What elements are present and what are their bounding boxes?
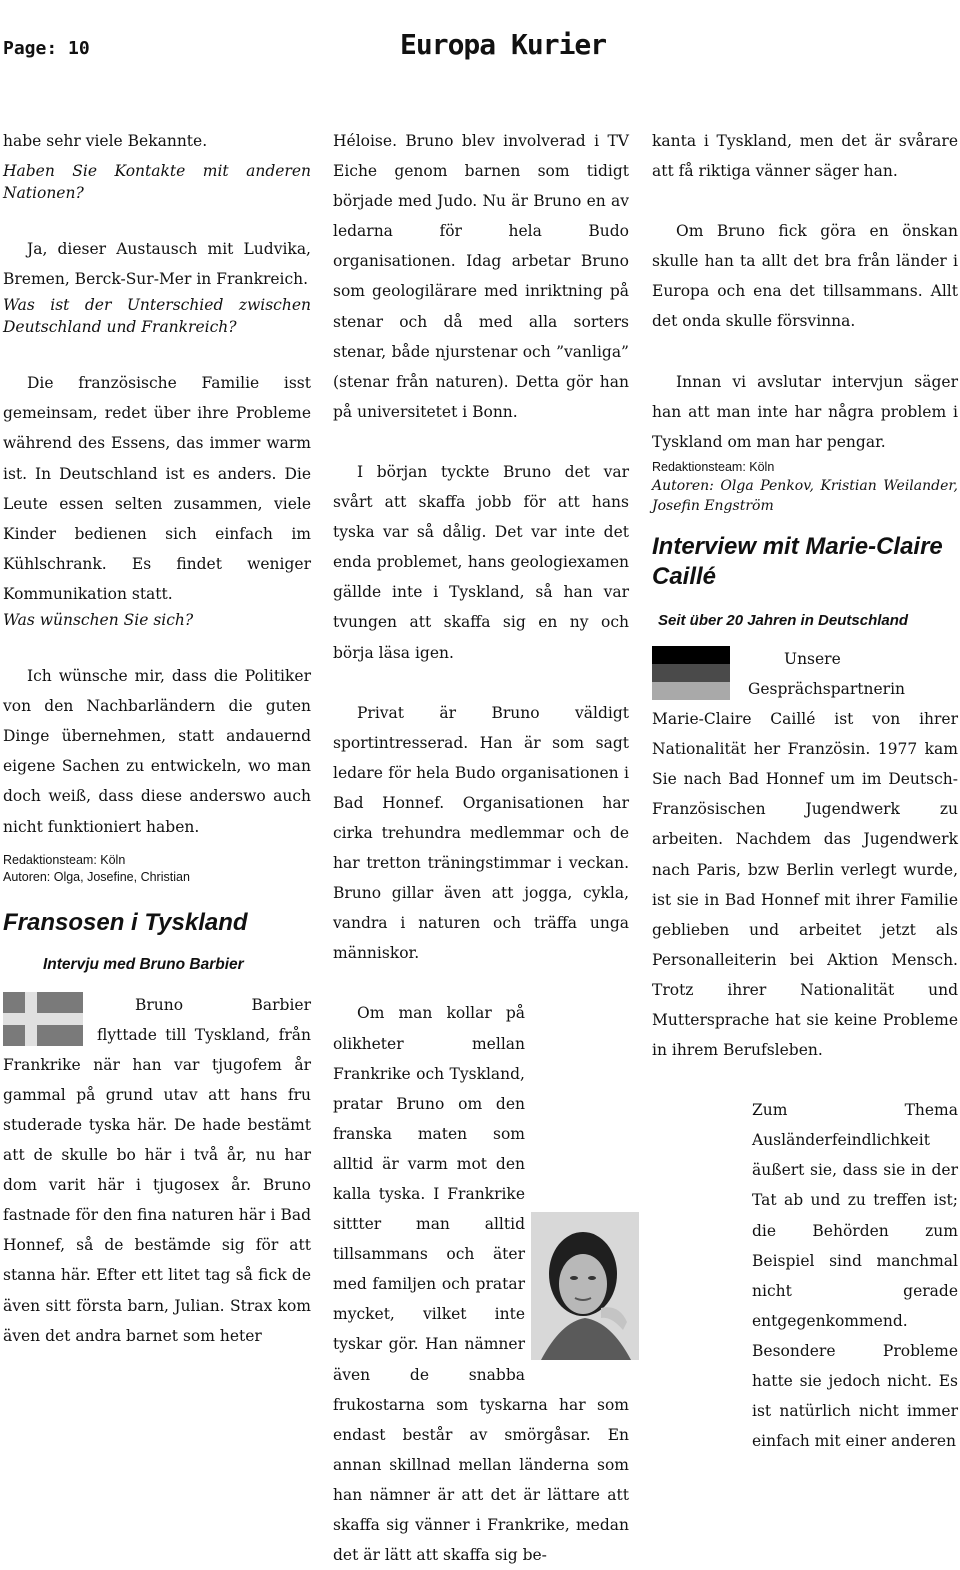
article-text: Bruno Barbier flyttade till Tyskland, från Frankrike när han var tjugofem år gammal på grund utav att hans fru studerade tyska här. De hade bestämt att de skulle bo här i två år, nu har dom varit här i tjugosex år. Bruno fastnade för den fina naturen här i Bad Honnef, så de bestämde sig för att stanna här. Efter ett litet tag så fick de även sitt första barn, Julian. Strax kom även det andra barnet som heter (3, 995, 311, 1345)
article-body (3, 990, 311, 1351)
article-text: kanta i Tyskland, men det är svårare att få riktiga vänner säger han. (652, 132, 958, 181)
interview-question: Was wünschen Sie sich? (3, 611, 194, 630)
article-headline: Fransosen i Tyskland (3, 908, 248, 936)
newspaper-title: Europa Kurier (400, 28, 607, 61)
author-credit: Autoren: Olga, Josefine, Christian (3, 869, 190, 884)
article-text: Héloise. Bruno blev involverad i TV Eiche genom barnen som tidigt började med Judo. Nu är Bruno en av ledarna för hela Budo organisationen. Idag arbetar Bruno som geologilärare med inriktning på stenar och då med alla sorters stenar, både njurstenar och ”vanliga” (stenar från naturen). Detta gör han på universitetet i Bonn. (333, 132, 629, 421)
german-flag-icon (652, 646, 730, 700)
author-credit: Autoren: Olga Penkov, Kristian Weilander, Josefin Engström (652, 477, 958, 514)
column-middle (333, 126, 629, 1570)
article-subheadline: Intervju med Bruno Barbier (43, 955, 244, 973)
column-right (652, 126, 958, 1456)
article-text: I början tyckte Bruno det var svårt att skaffa jobb för att hans tyska var så dålig. Det var inte det enda problemet, hans geologiexamen gällde inte i Tyskland, så han var tvungen att skaffa sig en ny och börja läsa igen. (333, 462, 629, 662)
article-headline: Interview mit Marie-Claire Caillé (652, 532, 943, 590)
article-text: Zum Thema Ausländerfeindlichkeit äußert sie, dass sie in der Tat ab und zu treffen ist; die Behörden zum Beispiel sind manchmal nicht gerade entgegenkommend. Besondere Probleme hatte sie jedoch nicht. Es ist natürlich nicht immer einfach mit einer anderen (752, 1101, 958, 1451)
column-left (3, 126, 311, 1351)
interview-answer: Die französische Familie isst gemeinsam, redet über ihre Probleme während des Essens, das immer warm ist. In Deutschland ist es anders. Die Leute essen selten zusammen, viele Kinder bedienen sich einfach im Kühlschrank. Es findet weniger Kommunikation statt. (3, 374, 311, 603)
page-number: Page: 10 (3, 38, 90, 59)
article-subheadline: Seit über 20 Jahren in Deutschland (658, 611, 909, 629)
article-text: Om Bruno fick göra en önskan skulle han ta allt det bra från länder i Europa och ena det tillsammans. Allt det onda skulle försvinna. (652, 222, 958, 331)
page-header (0, 28, 960, 74)
interview-question: Haben Sie Kontakte mit anderen Nationen? (3, 162, 311, 203)
interview-question: Was ist der Unterschied zwischen Deutschland und Frankreich? (3, 296, 311, 337)
article-text: Om man kollar på olikheter mellan Frankrike och Tyskland, pratar Bruno om den franska maten som alltid är varm mot den kalla tyska. I Frankrike sittter man alltid tillsammans och äter med familjen och pratar mycket, vilket inte tyskar gör. Han nämner även de snabba frukostarna som tyskarna har som endast består av smörgåsar. En annan skillnad mellan länderna som han nämner är att det är lättare att skaffa sig vänner i Frankrike, medan det är lätt att skaffa sig be- (333, 1004, 629, 1565)
editorial-team-credit: Redaktionsteam: Köln (3, 852, 126, 867)
portrait-photo (531, 1212, 639, 1360)
interview-answer: Ja, dieser Austausch mit Ludvika, Bremen, Berck-Sur-Mer in Frankreich. (3, 240, 311, 289)
article-text: Privat är Bruno väldigt sportintresserad. Han är som sagt ledare för hela Budo organisationen i Bad Honnef. Organisationen har cirka trehundra medlemmar och de har tretton träningstimmar i veckan. Bruno gillar även att jogga, cykla, vandra i naturen och träffa unga människor. (333, 703, 629, 963)
swedish-flag-icon (3, 992, 83, 1046)
editorial-team-credit: Redaktionsteam: Köln (652, 459, 775, 474)
article-body-with-photo (333, 998, 629, 1570)
article-text: Innan vi avslutar intervjun säger han att man inte har några problem i Tyskland om man har pengar. (652, 372, 958, 451)
interview-answer: habe sehr viele Bekannte. (3, 132, 208, 150)
article-text: Unsere Gesprächspartnerin Marie-Claire Caillé ist von ihrer Nationalität her Französin. 1977 kam Sie nach Bad Honnef um im Deutsch- Französischen Jugendwerk zu arbeiten. Nachdem das Jugendwerk nach Paris, bzw Berlin verlegt wurde, ist sie in Bad Honnef mit ihrer Familie geblieben und arbeitet jetzt als Personalleiterin bei Aktion Mensch. Trotz ihrer Nationalität und Muttersprache hat sie keine Probleme in ihrem Berufsleben. (652, 649, 958, 1060)
interview-answer: Ich wünsche mir, dass die Politiker von den Nachbarländern die guten Dinge übernehmen, statt andauernd eigene Sachen zu entwickeln, wo man doch weiß, dass diese anderswo auch nicht funktioniert haben. (3, 667, 311, 836)
article-body (652, 644, 958, 1456)
